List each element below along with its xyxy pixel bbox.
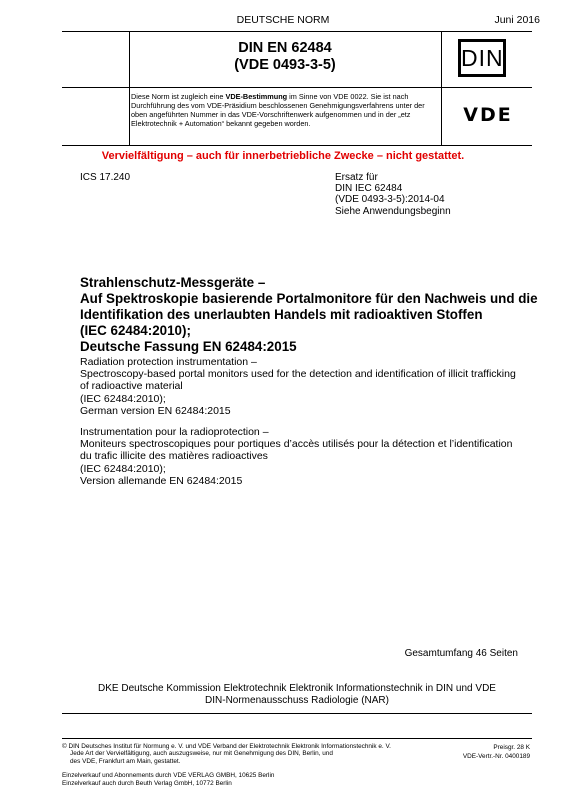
ics-code: ICS 17.240 [80,172,131,183]
title-english [80,356,540,417]
committee-line: DKE Deutsche Kommission Elektrotechnik Elektronik Informationstechnik in DIN und VDE [98,683,496,694]
sales-info [62,772,274,789]
vde-logo: VDE [463,104,513,126]
title-french [80,426,550,487]
committee-line: DIN-Normenausschuss Radiologie (NAR) [205,695,389,706]
title-fr-line: du trafic illicite des matières radioactives [80,450,268,463]
reproduction-warning: Vervielfältigung – auch für innerbetriebliche Zwecke – nicht gestattet. [101,150,465,162]
title-en-line: Radiation protection instrumentation – [80,356,257,368]
copyright-line: © DIN Deutsches Institut für Normung e. V. und VDE Verband der Elektrotechnik Elektronik Informationstechnik e. V. [62,743,391,750]
title-fr-line: Version allemande EN 62484:2015 [80,474,243,487]
copyright-line: des VDE, Frankfurt am Main, gestattet. [70,757,181,765]
din-logo-text: DIN [461,45,504,71]
price-info [430,743,530,761]
din-logo-top-bar [461,39,503,42]
header-rule [62,31,532,32]
title-en-line: of radioactive material [80,380,183,393]
price-group: Preisgr. 28 K [493,744,530,751]
footer-rule-2 [62,738,532,739]
vde-order-number: VDE-Vertr.-Nr. 0400189 [462,753,530,760]
vde-note-bold: VDE-Bestimmung [225,92,288,101]
title-fr-line: Instrumentation pour la radioprotection – [80,426,269,438]
title-en-line: Spectroscopy-based portal monitors used for the detection and identification of illicit trafficking [80,368,516,381]
title-de-line: (IEC 62484:2010); [80,323,191,338]
divider-left [129,31,130,145]
title-en-line: German version EN 62484:2015 [80,404,231,417]
vde-note-post: im Sinne von VDE 0022. Sie ist nach Durchführung des vom VDE-Präsidium beschlossenen Genehmigungsverfahrens unter der oben angeführten Nummer in das VDE-Vorschriftenwerk aufgenommen und in der „etz Elektrotechnik + Automation“ bekannt gegeben worden. [131,92,425,128]
title-german [80,275,540,355]
title-en-line: (IEC 62484:2010); [80,392,166,405]
replacement-line: DIN IEC 62484 [335,183,403,195]
note-rule [62,145,532,146]
replacement-line: Siehe Anwendungsbeginn [335,205,451,217]
total-pages: Gesamtumfang 46 Seiten [404,648,518,659]
sales-line: Einzelverkauf und Abonnements durch VDE VERLAG GMBH, 10625 Berlin [62,772,275,779]
standard-number: DIN EN 62484 [238,40,332,56]
title-fr-line: Moniteurs spectroscopiques pour portiques d’accès utilisés pour la détection et l’identification [80,438,513,451]
publication-date: Juni 2016 [494,14,540,26]
document-category: DEUTSCHE NORM [236,14,330,26]
vde-note [131,92,441,128]
title-de-line: Auf Spektroskopie basierende Portalmonitore für den Nachweis und die [80,291,538,306]
title-de-line: Deutsche Fassung EN 62484:2015 [80,339,297,354]
committee [62,683,532,707]
din-logo [458,39,506,77]
vde-classification: (VDE 0493-3-5) [234,57,336,73]
replacement-line: (VDE 0493-3-5):2014-04 [335,194,445,206]
divider-right [441,31,442,145]
copyright-line: Jede Art der Vervielfältigung, auch auszugsweise, nur mit Genehmigung des DIN, Berlin, und [70,750,333,758]
title-fr-line: (IEC 62484:2010); [80,462,166,475]
vde-note-pre: Diese Norm ist zugleich eine [131,92,226,101]
copyright-notice [62,743,412,765]
din-logo-bottom-bar [461,74,503,77]
standard-title [130,40,440,74]
title-de-line: Strahlenschutz-Messgeräte – [80,275,266,290]
sales-line: Einzelverkauf auch durch Beuth Verlag GmbH, 10772 Berlin [62,780,232,788]
replacement-info [335,172,451,217]
replacement-line: Ersatz für [335,172,378,183]
footer-rule [62,713,532,714]
title-de-line: Identifikation des unerlaubten Handels mit radioaktiven Stoffen [80,307,483,322]
title-rule [62,87,532,88]
